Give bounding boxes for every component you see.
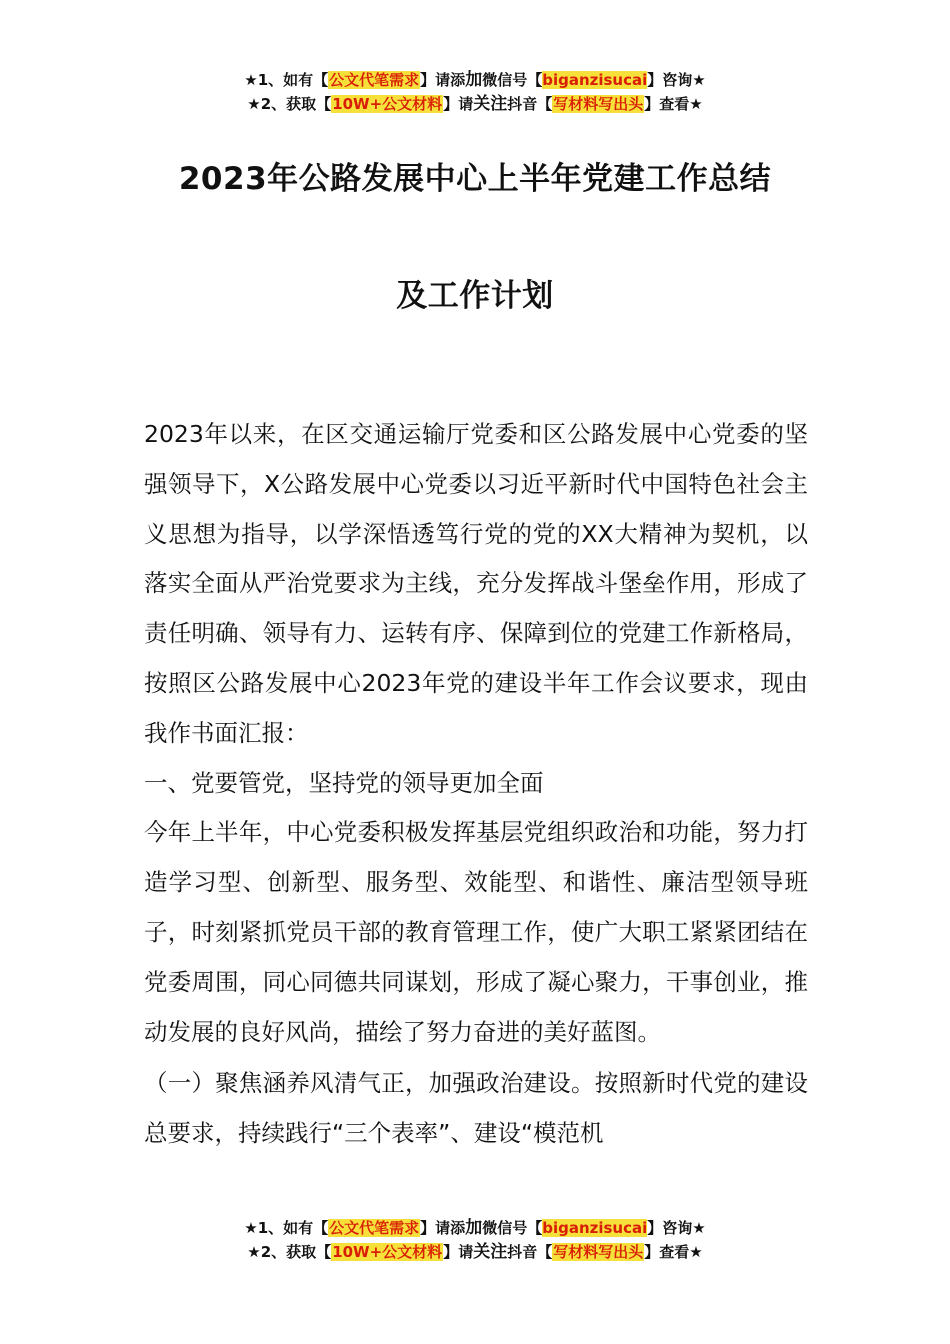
document-body — [144, 410, 808, 1159]
promo-line-2 — [0, 1240, 950, 1264]
promo-text: 】咨询★ — [647, 71, 706, 89]
paragraph-subsection-1: （一）聚焦涵养风清气正，加强政治建设。按照新时代党的建设总要求，持续践行“三个表率”、建设“模范机 — [144, 1069, 808, 1148]
promo-highlight-materials: 10W+公文材料 — [332, 1243, 443, 1261]
promo-banner-bottom — [0, 1216, 950, 1264]
promo-text: 关注 — [473, 94, 508, 114]
promo-text: 加 — [465, 70, 483, 90]
promo-text: 】查看★ — [644, 1243, 703, 1261]
promo-line-1 — [0, 68, 950, 92]
promo-text: 加 — [465, 1218, 483, 1238]
promo-text: 微信号【 — [482, 1219, 543, 1237]
promo-line-1 — [0, 1216, 950, 1240]
document-title-line-2: 及工作计划 — [396, 278, 554, 314]
document-title-line-1: 2023年公路发展中心上半年党建工作总结 — [178, 161, 772, 197]
paragraph-section-1: 今年上半年，中心党委积极发挥基层党组织政治和功能，努力打造学习型、创新型、服务型、效能型、和谐性、廉洁型领导班子，时刻紧抓党员干部的教育管理工作，使广大职工紧紧团结在党委周围，同心同德共同谋划，形成了凝心聚力，干事创业，推动发展的良好风尚，描绘了努力奋进的美好蓝图。 — [144, 818, 808, 1046]
promo-text: 微信号【 — [482, 71, 543, 89]
promo-text: 抖音【 — [507, 95, 553, 113]
promo-line-2 — [0, 92, 950, 116]
promo-text: ★2、获取【 — [247, 95, 332, 113]
promo-highlight-service: 公文代笔需求 — [329, 71, 420, 89]
promo-text: 】请 — [443, 95, 474, 113]
promo-text: ★1、如有【 — [244, 1219, 329, 1237]
promo-text: 抖音【 — [507, 1243, 553, 1261]
promo-text: 】查看★ — [644, 95, 703, 113]
promo-highlight-materials: 10W+公文材料 — [332, 95, 443, 113]
promo-text: ★1、如有【 — [244, 71, 329, 89]
promo-highlight-wechat-id: biganzisucai — [542, 71, 648, 89]
promo-highlight-douyin: 写材料写出头 — [553, 1243, 644, 1261]
promo-text: 关注 — [473, 1242, 508, 1262]
section-heading-1: 一、党要管党，坚持党的领导更加全面 — [144, 768, 544, 797]
promo-text: 】请 — [443, 1243, 474, 1261]
promo-text: 】咨询★ — [647, 1219, 706, 1237]
paragraph-intro: 2023年以来，在区交通运输厅党委和区公路发展中心党委的坚强领导下，X公路发展中心党委以习近平新时代中国特色社会主义思想为指导，以学深悟透笃行党的党的XX大精神为契机，以落实全面从严治党要求为主线，充分发挥战斗堡垒作用，形成了责任明确、领导有力、运转有序、保障到位的党建工作新格局，按照区公路发展中心2023年党的建设半年工作会议要求，现由我作书面汇报： — [144, 420, 808, 747]
promo-text: 】请添 — [420, 71, 466, 89]
promo-text: 】请添 — [420, 1219, 466, 1237]
promo-highlight-douyin: 写材料写出头 — [553, 95, 644, 113]
promo-banner-top — [0, 68, 950, 116]
promo-highlight-wechat-id: biganzisucai — [542, 1219, 648, 1237]
promo-text: ★2、获取【 — [247, 1243, 332, 1261]
promo-highlight-service: 公文代笔需求 — [329, 1219, 420, 1237]
